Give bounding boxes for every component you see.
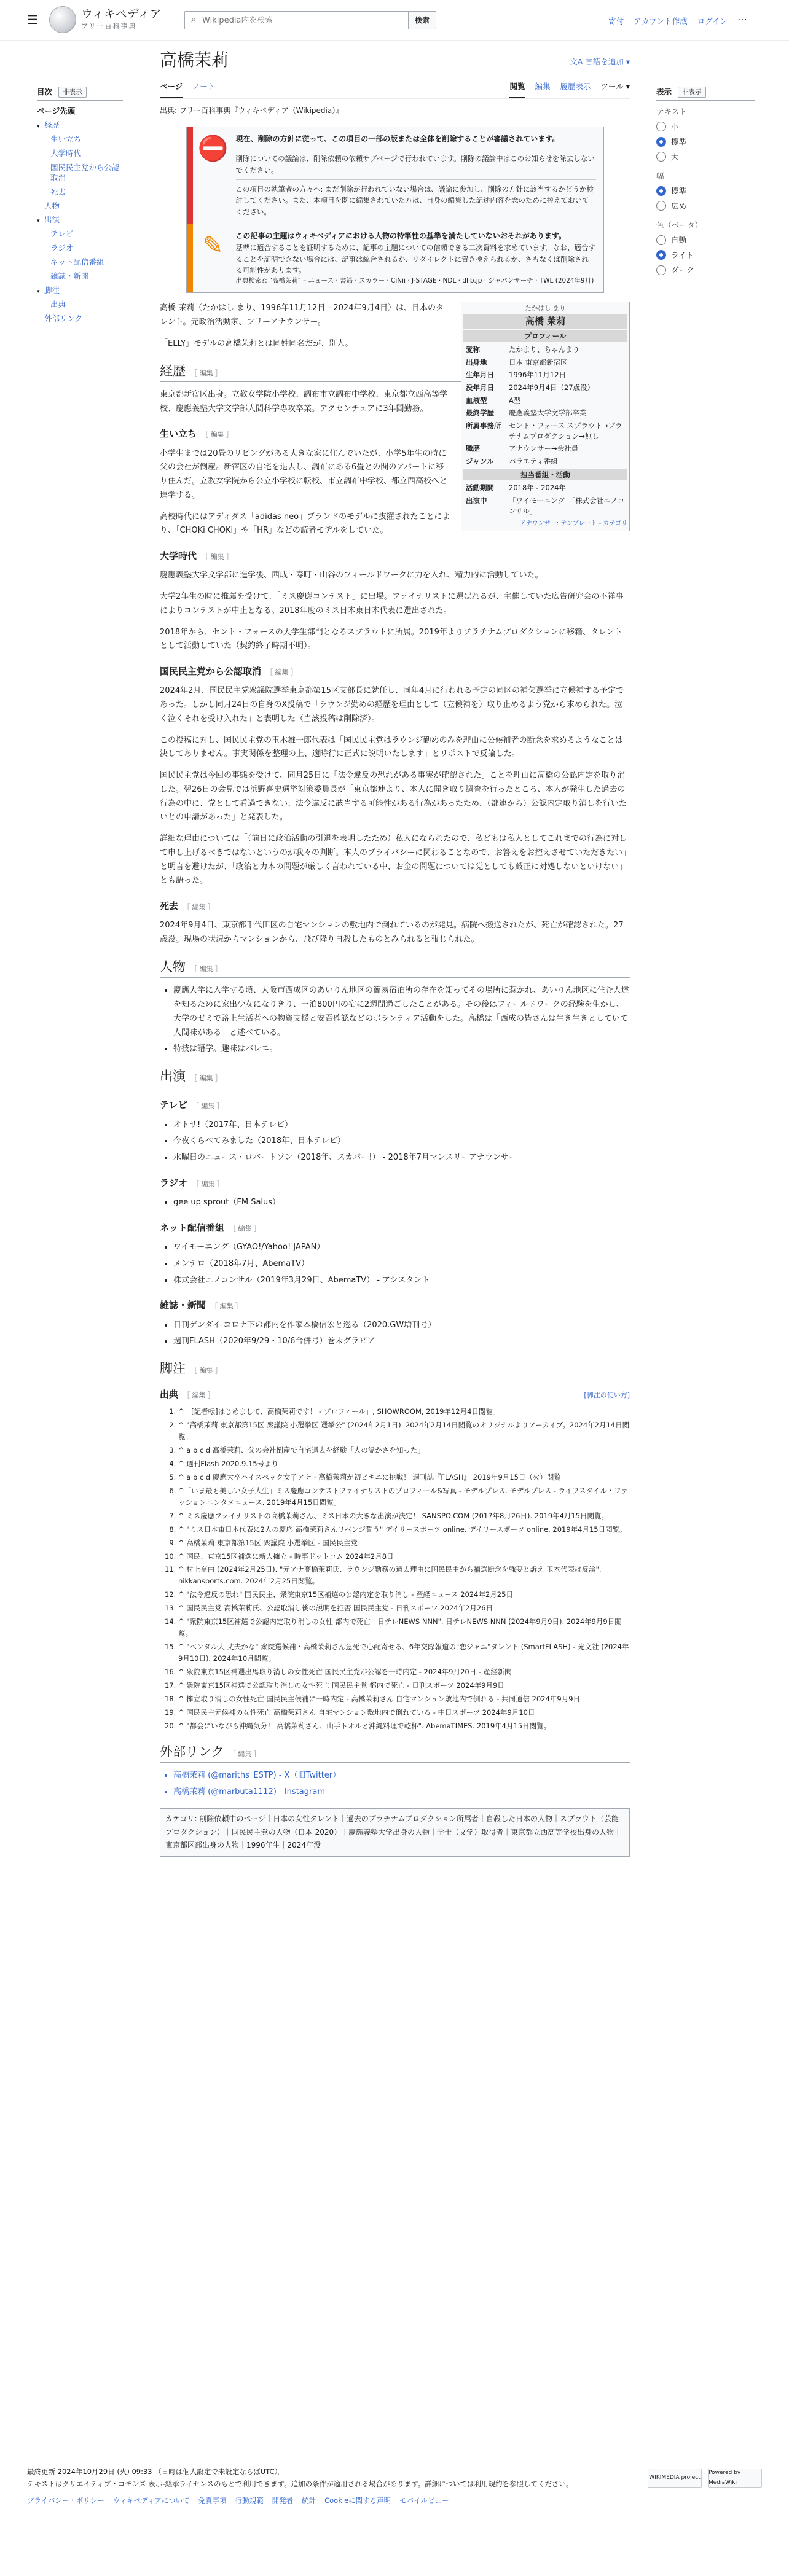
radio-button[interactable] bbox=[656, 137, 666, 147]
edit-link[interactable]: ［ 編集 ］ bbox=[183, 903, 215, 911]
toc-item-label: 死去 bbox=[50, 187, 66, 197]
reference-item: 18. ^ 擁立取り消しの女性死亡 国民民主候補に一時内定 - 高橋茉莉さん 自宅マンション敷地内で倒れる - 共同通信 2024年9月9日 bbox=[178, 1693, 630, 1705]
radio-option[interactable] bbox=[656, 151, 755, 163]
lead-paragraph: 高橋 茉莉（たかはし まり、1996年11月12日 - 2024年9月4日）は、日本のタレント。元政治活動家、フリーアナウンサー。 bbox=[160, 303, 444, 327]
edit-link[interactable]: ［ 編集 ］ bbox=[202, 553, 234, 561]
toc-item[interactable] bbox=[37, 200, 123, 214]
radio-option[interactable] bbox=[656, 136, 755, 147]
reference-item: 12. ^ "法令違反の恐れ" 国民民主、衆院東京15区補選の公認内定を取り消し - 産経ニュース 2024年2月25日 bbox=[178, 1589, 630, 1601]
infobox-key: 出身地 bbox=[466, 357, 487, 367]
search-box bbox=[184, 11, 436, 29]
infobox-row bbox=[463, 494, 627, 517]
edit-link[interactable]: ［ 編集 ］ bbox=[190, 1074, 222, 1083]
user-links bbox=[608, 15, 747, 27]
radio-option[interactable] bbox=[656, 234, 755, 246]
external-links-list bbox=[173, 1769, 630, 1800]
search-input[interactable] bbox=[202, 16, 408, 25]
footer-link[interactable]: 開発者 bbox=[272, 2496, 294, 2505]
infobox-section-profile: プロフィール bbox=[463, 330, 627, 342]
toc-item-label: 出演 bbox=[44, 215, 60, 225]
list-item: • 日刊ゲンダイ コロナ下の都内を作家本橋信宏と巡る（2020.GW増刊号） bbox=[173, 1319, 630, 1333]
infobox-key: 出演中 bbox=[466, 496, 487, 505]
reference-item: 4. ^ 週刊Flash 2020.9.15号より bbox=[178, 1458, 630, 1470]
footer-link[interactable]: 行動規範 bbox=[235, 2496, 264, 2505]
chevron-down-icon[interactable]: ▾ bbox=[37, 218, 40, 225]
sources-heading-row bbox=[160, 1386, 630, 1402]
reference-item: 10. ^ 国民、東京15区補選に新人擁立 - 時事ドットコム 2024年2月8日 bbox=[178, 1551, 630, 1563]
reference-item: 7. ^ ミス慶應ファイナリストの高橋茉莉さん、ミス日本の大きな出演が決定！ SANSPO.COM (2017年8月26日). 2019年4月15日閲覧。 bbox=[178, 1510, 630, 1522]
list-item: • 慶應大学に入学する頃、大阪市西成区のあいりん地区の簡易宿泊所の存在を知ってその場所に惹かれ、あいりん地区に住む人達を知るために家出少女になりきり、一泊800円の宿に2週間過ごしたことがある。その後はフィールドワークの経験を生かし、大学のゼミで路上生活者への物資支援と安否確認などのボランティア活動をした。高橋は「西成の皆さんは生き生きとしていて人間味がある」と述べている。 bbox=[173, 984, 630, 1040]
radio-button[interactable] bbox=[656, 250, 666, 260]
infobox-key: 愛称 bbox=[466, 345, 480, 354]
reference-item: 20. ^ "都会にいながら沖縄気分！ 高橋茉莉さん、山手トオルと沖縄料理で乾杯". AbemaTIMES. 2019年4月15日閲覧。 bbox=[178, 1720, 630, 1732]
heading-text: 生い立ち bbox=[160, 428, 197, 440]
logo-title: ウィキペディア bbox=[81, 7, 162, 21]
delete-warning-icon: ⛔ bbox=[197, 134, 229, 163]
toc-item[interactable] bbox=[37, 133, 123, 147]
search-icon: ⌕ bbox=[191, 15, 196, 25]
list-item: • 水曜日のニュース・ロバートソン（2018年、スカパー!） - 2018年7月マンスリーアナウンサー bbox=[173, 1151, 630, 1165]
infobox-row bbox=[463, 407, 627, 420]
infobox-value: A型 bbox=[509, 396, 521, 405]
reference-item: 8. ^ "ミス日本東日本代表に2人の慶応 高橋茉莉さんリベンジ誓う" デイリースポーツ online. デイリースポーツ online. 2019年4月15日閲覧。 bbox=[178, 1524, 630, 1536]
notability-icon: ✎ bbox=[202, 232, 224, 260]
infobox-value: 2024年9月4日（27歳没） bbox=[509, 383, 595, 392]
appearance-hide-button[interactable]: 非表示 bbox=[678, 87, 706, 98]
section-heading-sources bbox=[160, 1386, 214, 1402]
main-menu-icon[interactable]: ☰ bbox=[27, 12, 38, 27]
notice2-title: この記事の主題はウィキペディアにおける人物の特筆性の基準を満たしていないおそれがあります。 bbox=[235, 232, 566, 241]
infobox-ruby: たかはし まり bbox=[525, 305, 566, 313]
site-logo-text[interactable] bbox=[81, 7, 161, 31]
footer-link[interactable]: Cookieに関する声明 bbox=[324, 2496, 391, 2505]
infobox-key: 所属事務所 bbox=[466, 421, 501, 430]
toc-hide-button[interactable]: 非表示 bbox=[58, 87, 87, 98]
search-button[interactable]: 検索 bbox=[408, 11, 436, 29]
more-options-icon[interactable]: ⋯ bbox=[737, 14, 747, 25]
wikipedia-logo-icon[interactable] bbox=[49, 6, 76, 33]
external-link[interactable]: • 高橋茉莉 (@mariths_ESTP) - X（旧Twitter） bbox=[173, 1769, 630, 1783]
reference-item: 3. ^ a b c d 高橋茉莉、父の会社倒産で自宅退去を経験「人の温かさを知った」 bbox=[178, 1445, 630, 1456]
section-heading-magazine bbox=[160, 1297, 630, 1313]
toc-item-label: テレビ bbox=[50, 229, 74, 239]
edit-link[interactable]: ［ 編集 ］ bbox=[192, 1179, 224, 1188]
toc-title: 目次 bbox=[37, 87, 53, 96]
donate-link[interactable]: 寄付 bbox=[608, 17, 624, 26]
text-size-label: テキスト bbox=[656, 107, 687, 117]
width-group bbox=[656, 170, 755, 212]
toc-item-label: ラジオ bbox=[50, 243, 74, 253]
infobox-value: バラエティ番組 bbox=[509, 456, 558, 466]
section-heading-death bbox=[160, 898, 630, 914]
toc-item[interactable] bbox=[37, 147, 123, 161]
dpfp-paragraph-4: 詳細な理由については「（前日に政治活動の引退を表明したため）私人になられたので、私どもは私人としてこれまでの行為に対して申し上げるべきではないというのが我々の判断。本人のプライバシーに関わることなので、お答えをお控えさせていただきたい」と明言を避けたが、「政治と力本の問題が厳しく言われている中、お金の問題については党としても厳正に対処しないといけない」とも語った。 bbox=[160, 834, 627, 886]
notice1-body2: この項目の執筆者の方々へ: まだ削除が行われていない場合は、議論に参加し、削除の方針に該当するかどうか検討してください。また、本項目を既に編集されていた方は、自身の編集した記述内容を念のために控えておいてください。 bbox=[235, 184, 594, 216]
toc-item[interactable] bbox=[37, 185, 123, 200]
radio-option[interactable] bbox=[656, 249, 755, 261]
university-paragraph-3: 2018年から、セント・フォースの大学生部門となるスプラウトに所属。2019年よりプラチナムプロダクションに移籍、タレントとして活動していた（契約終了時期不明）。 bbox=[160, 627, 622, 651]
tab-history[interactable]: 履歴表示 bbox=[560, 82, 591, 92]
width-label: 幅 bbox=[656, 171, 664, 181]
infobox-section-activity: 担当番組・活動 bbox=[463, 469, 627, 481]
appearance-header bbox=[656, 86, 755, 101]
radio-label: ライト bbox=[671, 250, 694, 260]
list-item: • メンテロ（2018年7月、AbemaTV） bbox=[173, 1257, 630, 1271]
toc-list bbox=[37, 104, 123, 326]
infobox-row bbox=[463, 455, 627, 468]
radio-label: ダーク bbox=[671, 265, 694, 275]
reference-item: 1. ^「[記者転]はじめまして、高橋茉莉です！ - プロフィール」, SHOWROOM, 2019年12月4日閲覧。 bbox=[178, 1406, 630, 1418]
infobox-key: 最終学歴 bbox=[466, 408, 494, 418]
heading-text: 人物 bbox=[160, 959, 186, 974]
reference-item: 19. ^ 国民民主元候補の女性死亡 高橋茉莉さん 自宅マンション敷地内で倒れている - 中日スポーツ 2024年9月10日 bbox=[178, 1707, 630, 1719]
toc-item[interactable] bbox=[37, 119, 123, 133]
appearance-title: 表示 bbox=[656, 87, 672, 96]
infobox bbox=[461, 302, 630, 531]
categories-box[interactable]: カテゴリ: 削除依頼中のページ｜日本の女性タレント｜過去のプラチナムプロダクション所属者｜自殺した日本の人物｜スプラウト（芸能プロダクション）｜国民民主党の人物（日本 2020）｜慶應義塾大学出身の人物｜学士（文学）取得者｜東京都立西高等学校出身の人物｜東京都区部出身の人物｜1996年生｜2024年没 bbox=[160, 1808, 630, 1857]
dpfp-paragraph-1: 2024年2月、国民民主党衆議院選挙東京都第15区支部長に就任し、同年4月に行われる予定の同区の補欠選挙に立候補する予定であった。しかし同月24日の自身のX投稿で「ラウンジ勤めの経歴を理由として（立候補を）取り止めるよう党から求められた。泣く泣くそれを受け入れた」と表明した（当該投稿は削除済）。 bbox=[160, 686, 624, 724]
infobox-activity-table bbox=[463, 482, 627, 517]
footer-link[interactable]: ウィキペディアについて bbox=[112, 2496, 190, 2505]
wikimedia-badge[interactable]: WIKIMEDIA project bbox=[648, 2469, 702, 2488]
person-list bbox=[173, 984, 630, 1056]
toc-item-label: 大学時代 bbox=[50, 149, 82, 158]
list-item: • ワイモーニング（GYAO!/Yahoo! JAPAN） bbox=[173, 1241, 630, 1255]
infobox-row bbox=[463, 369, 627, 381]
section-heading-university bbox=[160, 548, 630, 564]
toc-item-label: ネット配信番組 bbox=[50, 257, 104, 267]
toc-header bbox=[37, 86, 123, 101]
net-list bbox=[173, 1241, 630, 1287]
page-title: 高橋茉莉 bbox=[160, 50, 229, 70]
infobox-key: 生年月日 bbox=[466, 370, 494, 380]
radio-button[interactable] bbox=[656, 152, 666, 162]
reference-item: 2. ^ "高橋茉莉 東京都第15区 衆議院 小選挙区 選挙公" (2024年2月1日). 2024年2月14日閲覧のオリジナルよりアーカイブ。2024年2月14日閲覧。 bbox=[178, 1419, 630, 1443]
reference-item: 14. ^ "衆院東京15区補選で公認内定取り消しの女性 都内で死亡｜日テレNEWS NNN". 日テレNEWS NNN (2024年9月9日). 2024年9月9日閲覧。 bbox=[178, 1616, 630, 1639]
from-line: 出典: フリー百科事典『ウィキペディア（Wikipedia）』 bbox=[160, 106, 343, 115]
infobox-row bbox=[463, 482, 627, 494]
footer-badges bbox=[648, 2469, 762, 2488]
dpfp-paragraph-2: この投稿に対し、国民民主党の玉木雄一郎代表は「国民民主党はラウンジ勤めのみを理由に公候補者の断念を求めるようなことは決してありません。事実関係を整理の上、適時行に正式に説明いたします」とリポストで反論した。 bbox=[160, 735, 623, 759]
appearance-panel bbox=[656, 86, 755, 284]
list-item: • 今夜くらべてみました（2018年、日本テレビ） bbox=[173, 1134, 630, 1149]
toc-item-label: 人物 bbox=[44, 201, 60, 211]
table-of-contents bbox=[37, 86, 123, 326]
login-link[interactable]: ログイン bbox=[697, 17, 728, 26]
infobox-key: 活動期間 bbox=[466, 483, 494, 493]
heading-text: 出演 bbox=[160, 1069, 186, 1084]
infobox-value: 1996年11月12日 bbox=[509, 370, 567, 380]
toc-item-label: 経歴 bbox=[44, 120, 60, 130]
youth-paragraph-1: 小学生までは20畳のリビングがある大きな家に住んでいたが、小学5年生の時に父の会社が倒産。新宿区の自宅を退去し、調布にある6畳との間のアパートに移り住んだ。立教女学院から公立小学校に転校、市立調布中学校、都立西高校へと進学する。 bbox=[160, 448, 448, 500]
reference-item: 11. ^ 村上奈由 (2024年2月25日). "元アナ高橋茉莉氏、ラウンジ勤務の過去理由に国民民主から補選断念を強要と訴え 玉木代表は反論". nikkansports.com. 2024年2月25日閲覧。 bbox=[178, 1564, 630, 1587]
lead-paragraph-2: 「ELLY」モデルの高橋茉莉とは同姓同名だが、別人。 bbox=[160, 338, 353, 348]
heading-text: 脚注 bbox=[160, 1361, 186, 1376]
tab-talk[interactable]: ノート bbox=[192, 82, 216, 92]
radio-button[interactable] bbox=[656, 122, 666, 131]
edit-link[interactable]: ［ 編集 ］ bbox=[211, 1302, 243, 1311]
section-heading-notes bbox=[160, 1360, 630, 1380]
radio-button[interactable] bbox=[656, 201, 666, 211]
notice1-title: 現在、削除の方針に従って、この項目の一部の版または全体を削除することが審議されています。 bbox=[235, 134, 560, 143]
edit-link[interactable]: ［ 編集 ］ bbox=[266, 668, 298, 677]
notice2-sources: 出典検索?: "高橋茉莉" – ニュース · 書籍 · スカラー · CiNii · J-STAGE · NDL · dlib.jp · ジャパンサーチ · TWL (2024年9月) bbox=[235, 277, 594, 285]
magazine-list bbox=[173, 1319, 630, 1349]
ref-help-link[interactable]: [脚注の使い方] bbox=[584, 1391, 630, 1399]
dpfp-paragraph-3: 国民民主党は今回の事態を受けて、同月25日に「法令違反の恐れがある事実が確認された」ことを理由に高橋の公認内定を取り消した。翌26日の会見では浜野喜史選挙対策委員長が「東京都連より、本人に聞き取り調査を行ったところ、本人が発生した過去の行為の中に、党として看過できない、法令違反に該当する可能性がある行為があったため、（都連から）公認内定取り消しを行いたいとの申請があった」と発表した。 bbox=[160, 771, 627, 822]
infobox-key: 血液型 bbox=[466, 396, 487, 405]
reference-item: 9. ^ 高橋茉莉 東京都第15区 衆議院 小選挙区 - 国民民主党 bbox=[178, 1537, 630, 1549]
footer-link[interactable]: プライバシー・ポリシー bbox=[27, 2496, 104, 2505]
heading-text: 国民民主党から公認取消 bbox=[160, 666, 262, 677]
language-label: 言語を追加 bbox=[585, 57, 624, 67]
toc-item[interactable] bbox=[37, 256, 123, 270]
tab-read[interactable]: 閲覧 bbox=[509, 80, 525, 98]
notice1-body: 削除についての議論は、削除依頼の依頼サブページで行われています。削除の議論中はこのお知らせを除去しないでください。 bbox=[235, 154, 595, 174]
infobox-name: 高橋 茉莉 bbox=[463, 314, 627, 330]
radio-option[interactable] bbox=[656, 264, 755, 276]
toc-item[interactable] bbox=[37, 284, 123, 298]
logo-subtitle: フリー百科事典 bbox=[81, 22, 137, 30]
list-item: • オトサ!（2017年、日本テレビ） bbox=[173, 1118, 630, 1133]
radio-label: 標準 bbox=[671, 137, 687, 147]
toc-item[interactable] bbox=[37, 213, 123, 227]
heading-text: テレビ bbox=[160, 1099, 187, 1111]
toc-item-label: 外部リンク bbox=[44, 313, 83, 323]
references-list bbox=[178, 1406, 630, 1732]
section-heading-radio bbox=[160, 1175, 630, 1191]
radio-option[interactable] bbox=[656, 121, 755, 133]
section-heading-dpfp bbox=[160, 663, 630, 679]
radio-option[interactable] bbox=[656, 185, 755, 197]
toc-item-label: 脚注 bbox=[44, 285, 60, 295]
infobox-row bbox=[463, 343, 627, 356]
reference-item: 15. ^ "ベンタル大 丈夫かな" 衆院選候補・高橋茉莉さん急死で心配寄せる、6年交際報道の"恋ジャニ"タレント (SmartFLASH) - 光文社 (2024年9月10日). 2024年10月閲覧。 bbox=[178, 1641, 630, 1665]
translate-icon: 文A bbox=[570, 57, 583, 67]
heading-text: ネット配信番組 bbox=[160, 1222, 225, 1233]
heading-text: 出典 bbox=[160, 1388, 179, 1400]
infobox-row bbox=[463, 420, 627, 442]
article-body bbox=[160, 302, 630, 1856]
reference-item: 16. ^ 衆院東京15区補選出馬取り消しの女性死亡 国民民主党が公認を一時内定 - 2024年9月20日 - 産経新聞 bbox=[178, 1666, 630, 1678]
footer-link[interactable]: 統計 bbox=[302, 2496, 316, 2505]
infobox-value: 慶應義塾大学文学部卒業 bbox=[509, 408, 587, 418]
university-paragraph-1: 慶應義塾大学文学部に進学後、西成・寿町・山谷のフィールドワークに力を入れ、精力的に活動していた。 bbox=[160, 571, 543, 580]
language-button[interactable]: 文A 言語を追加 ▾ bbox=[570, 57, 630, 67]
page-tabs bbox=[160, 80, 630, 99]
radio-button[interactable] bbox=[656, 265, 666, 275]
edit-link[interactable]: ［ 編集 ］ bbox=[229, 1224, 261, 1233]
toc-item[interactable] bbox=[37, 270, 123, 284]
toc-item-label: ページ先頭 bbox=[37, 106, 76, 116]
chevron-down-icon[interactable]: ▾ bbox=[37, 288, 40, 295]
death-paragraph: 2024年9月4日、東京都千代田区の自宅マンションの敷地内で倒れているのが発見。病院へ搬送されたが、死亡が確認された。27歳没。現場の状況からマンションから、飛び降り自殺したものとみられると報じられた。 bbox=[160, 921, 624, 945]
infobox-key: 没年月日 bbox=[466, 383, 494, 392]
infobox-value: 日本 東京都新宿区 bbox=[509, 357, 568, 367]
tools-label: ツール bbox=[600, 82, 624, 92]
toc-item[interactable] bbox=[37, 227, 123, 241]
youth-paragraph-2: 高校時代にはアディダス「adidas neo」ブランドのモデルに抜擢されたことにより、「CHOKi CHOKi」や「HR」などの読者モデルをしていた。 bbox=[160, 512, 450, 536]
toc-item-label: 国民民主党から公認取消 bbox=[50, 162, 120, 182]
toc-item-label: 雑誌・新聞 bbox=[50, 271, 89, 281]
infobox-row bbox=[463, 442, 627, 455]
heading-text: 大学時代 bbox=[160, 550, 197, 562]
toc-item-label: 生い立ち bbox=[50, 135, 82, 144]
chevron-down-icon[interactable]: ▾ bbox=[37, 123, 40, 130]
tv-list bbox=[173, 1118, 630, 1165]
color-group bbox=[656, 219, 755, 276]
radio-label: 小 bbox=[671, 122, 679, 131]
list-item: • 特技は語学。趣味はバレエ。 bbox=[173, 1042, 630, 1056]
heading-text: 経歴 bbox=[160, 363, 186, 378]
edit-link[interactable]: ［ 編集 ］ bbox=[190, 964, 222, 973]
reference-item: 17. ^ 衆院東京15区補選で公認取り消しの女性死亡 国民民主党 都内で死亡 - 日刊スポーツ 2024年9月9日 bbox=[178, 1680, 630, 1692]
toc-item[interactable] bbox=[37, 104, 123, 119]
toc-item[interactable] bbox=[37, 241, 123, 256]
infobox-value: 2018年 - 2024年 bbox=[509, 483, 566, 493]
reference-item: 13. ^ 国民民主党 高橋茉莉氏、公認取消し後の説明を拒否 国民民主党 - 日刊スポーツ 2024年2月26日 bbox=[178, 1602, 630, 1614]
notability-notice bbox=[187, 224, 603, 292]
last-edited: 最終更新 2024年10月29日 (火) 09:33 （日時は個人設定で未設定ならばUTC）。 bbox=[27, 2467, 285, 2476]
edit-link[interactable]: ［ 編集 ］ bbox=[202, 431, 234, 439]
external-link[interactable]: • 高橋茉莉 (@marbuta1112) - Instagram bbox=[173, 1786, 630, 1800]
career-paragraph: 東京都新宿区出身。立教女学院小学校、調布市立調布中学校、東京都立西高等学校、慶應義塾大学文学部人間科学専攻卒業。アクセンチュアに3年間勤務。 bbox=[160, 389, 448, 413]
edit-link[interactable]: ［ 編集 ］ bbox=[190, 1367, 222, 1375]
list-item: • 週刊FLASH（2020年9/29・10/6合併号）巻末グラビア bbox=[173, 1335, 630, 1349]
reference-item: 5. ^ a b c d 慶應大卒ハイスペック女子アナ・高橋茉莉が初ビキニに挑戦！ 週刊誌『FLASH』 2019年9月15日（火）閲覧 bbox=[178, 1472, 630, 1483]
text-size-group bbox=[656, 106, 755, 163]
site-header bbox=[0, 0, 789, 41]
notice-box bbox=[186, 127, 604, 293]
toc-item[interactable] bbox=[37, 161, 123, 185]
tab-page[interactable]: ページ bbox=[160, 80, 183, 98]
tab-tools[interactable]: ツール ▾ bbox=[600, 82, 630, 92]
radio-label: 広め bbox=[671, 201, 687, 211]
toc-item-label: 出典 bbox=[50, 299, 66, 309]
color-label: 色（ベータ） bbox=[656, 221, 703, 230]
list-item: • gee up sprout（FM Salus） bbox=[173, 1196, 630, 1210]
section-heading-tv bbox=[160, 1097, 630, 1113]
edit-link[interactable]: ［ 編集 ］ bbox=[183, 1391, 215, 1399]
infobox-row bbox=[463, 381, 627, 394]
page-footer bbox=[27, 2457, 762, 2507]
reference-item: 6. ^「いま最も美しい女子大生」ミス慶應コンテストファイナリストのプロフィール&写真 - モデルプレス. モデルプレス - ライフスタイル・ファッションエンタメニュース. 2019年4月15日閲覧。 bbox=[178, 1485, 630, 1509]
edit-link[interactable]: ［ 編集 ］ bbox=[192, 1102, 224, 1110]
deletion-notice bbox=[187, 127, 603, 224]
infobox-value: セント・フォース スプラウト→プラチナムプロダクション→無し bbox=[509, 421, 622, 440]
infobox-nav[interactable]: アナウンサー: テンプレート - カテゴリ bbox=[519, 520, 627, 528]
radio-button[interactable] bbox=[656, 235, 666, 245]
toc-item[interactable] bbox=[37, 312, 123, 326]
footer-link[interactable]: モバイルビュー bbox=[399, 2496, 449, 2505]
infobox-key: ジャンル bbox=[466, 456, 494, 466]
edit-link[interactable]: ［ 編集 ］ bbox=[190, 369, 222, 377]
infobox-key: 職歴 bbox=[466, 444, 480, 453]
radio-option[interactable] bbox=[656, 200, 755, 212]
infobox-value: たかまり、ちゃんまり bbox=[509, 345, 579, 354]
footer-link[interactable]: 免責事項 bbox=[198, 2496, 227, 2505]
heading-text: 死去 bbox=[160, 900, 179, 912]
section-heading-external bbox=[160, 1743, 630, 1763]
radio-label: 標準 bbox=[671, 186, 687, 196]
toc-item[interactable] bbox=[37, 298, 123, 312]
main-content bbox=[160, 49, 630, 1857]
infobox-value: アナウンサー→会社員 bbox=[509, 444, 579, 453]
infobox-profile-table bbox=[463, 343, 627, 468]
radio-label: 自動 bbox=[671, 235, 687, 245]
infobox-value: 「ワイモーニング」「株式会社ニノコンサル」 bbox=[509, 496, 625, 515]
heading-text: 外部リンク bbox=[160, 1744, 224, 1760]
footer-links bbox=[27, 2495, 762, 2507]
university-paragraph-2: 大学2年生の時に推薦を受けて、「ミス慶應コンテスト」に出場。ファイナリストに選ばれるが、主催していた広告研究会の不祥事によりコンテストが中止となる。2018年度のミス日本東日本代表に選出された。 bbox=[160, 592, 624, 615]
radio-button[interactable] bbox=[656, 186, 666, 196]
edit-link[interactable]: ［ 編集 ］ bbox=[229, 1750, 261, 1758]
create-account-link[interactable]: アカウント作成 bbox=[634, 17, 688, 26]
radio-label: 大 bbox=[671, 152, 679, 162]
section-heading-appearances bbox=[160, 1067, 630, 1087]
mediawiki-badge[interactable]: Powered by MediaWiki bbox=[708, 2469, 762, 2488]
radio-list bbox=[173, 1196, 630, 1210]
heading-text: 雑誌・新聞 bbox=[160, 1300, 206, 1311]
license-text: テキストはクリエイティブ・コモンズ 表示-継承ライセンスのもとで利用できます。追加の条件が適用される場合があります。詳細については利用規約を参照してください。 bbox=[27, 2479, 573, 2488]
infobox-row bbox=[463, 356, 627, 369]
section-heading-person bbox=[160, 958, 630, 978]
title-row bbox=[160, 49, 630, 74]
tab-edit[interactable]: 編集 bbox=[535, 82, 551, 92]
notice2-body: 基準に適合することを証明するために、記事の主題についての信頼できる二次資料を求めています。なお、適合することを証明できない場合には、記事は統合されるか、リダイレクトに置き換えられるか、さもなくば削除される可能性があります。 bbox=[235, 243, 595, 275]
heading-text: ラジオ bbox=[160, 1177, 188, 1188]
section-heading-net bbox=[160, 1220, 630, 1236]
list-item: • 株式会社ニノコンサル（2019年3月29日、AbemaTV） - アシスタント bbox=[173, 1274, 630, 1288]
infobox-row bbox=[463, 394, 627, 407]
